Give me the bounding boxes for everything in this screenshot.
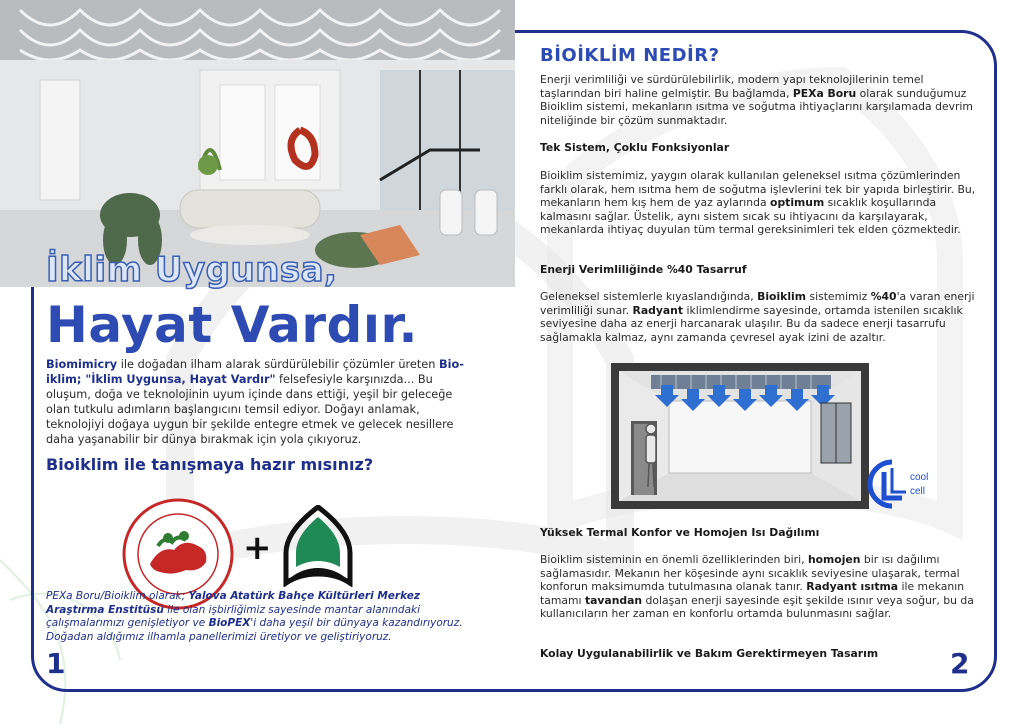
p3-text-e: 'a varan enerji verimliliği sunar. — [540, 290, 975, 317]
p4-text-a: Bioiklim sisteminin en önemli özelliklerinden biri, — [540, 553, 808, 566]
paragraph-single-system — [540, 169, 978, 237]
intro-text-2: felsefesiyle karşınızda... Bu oluşum, doğa ve teknolojinin uyum içinde dans ettiği, yeşil bir geleceğe olan tutkulu adımların başlangıcını temsil ediyor. Doğayı anlamak, teknolojiyi doğaya uygun bir şekilde entegre etmek ve gelecek nesillere daha yaşanabilir bir dünya bırakmak için yola çıkıyoruz. — [46, 373, 454, 446]
intro-paragraph — [46, 357, 466, 447]
headline-line-2: Hayat Vardır. — [46, 296, 419, 354]
p3-text-a: Geleneksel sistemlerle kıyaslandığında, — [540, 290, 758, 303]
p4-emphasis-2: Radyant ısıtma — [806, 580, 899, 594]
page-number-1: 1 — [46, 647, 66, 680]
page-number-2: 2 — [950, 647, 970, 680]
coolcell-text-top: cool — [910, 472, 929, 483]
footnote-text-2: ile olan işbirliğimiz sayesinde mantar alanındaki çalışmalarımızı genişletiyor ve — [46, 603, 421, 629]
p2-text-c: sıcaklık koşullarında kalmasını sağlar. Üstelik, aynı sistem sıcak su ihtiyacını da karşılayarak, mekanlarda ihtiyaç duyulan tüm termal gereksinimleri tek elden çözmektedir. — [540, 196, 961, 237]
p2-emphasis: optimum — [770, 196, 825, 210]
p3-text-g: iklimlendirme sayesinde, ortamda istenilen sıcaklık seviyesine daha az enerji harcanarak ulaşılır. Bu da sadece enerji tasarrufu sağlamakla kalmaz, aynı zamanda çevresel ayak izini de azaltır. — [540, 303, 963, 344]
bioiklim-leaf-logo — [282, 505, 354, 587]
p3-emphasis-2: %40 — [870, 290, 897, 303]
coolcell-text-bottom: cell — [910, 486, 926, 497]
p1-emphasis: PEXa Boru — [792, 86, 857, 100]
subheading-single-system: Tek Sistem, Çoklu Fonksiyonlar — [540, 141, 730, 154]
page-title: BİOİKLİM NEDİR? — [540, 45, 720, 66]
p1-text-c: olarak sunduğumuz Bioiklim sistemi, mekanların ısıtma ve soğutma ihtiyaçlarını karşılamada devrim niteliğinde bir çözüm sunmaktadır. — [540, 86, 973, 127]
p2-text-a: Bioiklim sistemimiz, yaygın olarak kullanılan geleneksel ısıtma çözümlerinden farklı olarak, hem ısıtma hem de soğutma işlevlerini tek bir yapıda birleştirir. Bu, mekanların hem kış hem de yaz aylarında — [540, 169, 976, 210]
subheading-energy-savings: Enerji Verimliliğinde %40 Tasarruf — [540, 263, 747, 276]
p3-emphasis-3: Radyant — [632, 303, 684, 317]
headline-line-1: İklim Uygunsa, — [46, 250, 338, 290]
intro-text-1: ile doğadan ilham alarak sürdürülebilir çözümler üreten — [117, 358, 439, 371]
p4-text-c: bir ısı dağılımı sağlamasıdır. Mekanın her köşesinde aynı sıcaklık seviyesine ulaşarak, termal konforun maksimumda tutulmasına olanak tanır. — [540, 553, 960, 594]
p4-emphasis-3: tavandan — [584, 593, 643, 607]
p1-text-a: Enerji verimliliği ve sürdürülebilirlik, modern yapı teknolojilerinin temel taşlarından biri haline gelmiştir. Bu bağlamda, — [540, 73, 924, 100]
plus-sign: + — [243, 528, 272, 568]
subheading-thermal-comfort: Yüksek Termal Konfor ve Homojen Isı Dağılımı — [540, 526, 820, 539]
intro-emphasis-2: Bio-iklim; "İklim Uygunsa, Hayat Vardır" — [46, 358, 464, 386]
p3-emphasis-1: Bioiklim — [757, 290, 807, 303]
coolcell-logo — [866, 458, 936, 510]
radiant-ceiling-illustration — [611, 363, 869, 509]
section-question: Bioiklim ile tanışmaya hazır mısınız? — [46, 455, 374, 474]
p3-text-c: sistemimiz — [806, 290, 871, 303]
p4-text-e: ile mekanın tamamı — [540, 580, 965, 607]
subheading-easy-install: Kolay Uygulanabilirlik ve Bakım Gerektirmeyen Tasarım — [540, 647, 879, 660]
p4-text-g: dolaşan enerji sayesinde eşit şekilde ısınır veya soğur, bu da kullanıcıların her zaman en konforlu ortamda bulunmasını sağlar. — [540, 593, 974, 621]
paragraph-energy-savings — [540, 290, 978, 344]
paragraph-thermal-comfort — [540, 553, 978, 621]
footnote-paragraph — [46, 590, 471, 644]
footnote-institute: Yalova Atatürk Bahçe Kültürleri Merkez Araştırma Enstitüsü — [46, 590, 420, 616]
interior-photo — [0, 0, 515, 287]
intro-emphasis-1: Biomimicry — [46, 358, 118, 371]
p4-emphasis-1: homojen — [807, 553, 861, 566]
footnote-text-3: 'i daha yeşil bir dünyaya kazandırıyoruz. Doğadan aldığımız ilhamla panellerimizi üretiyor ve geliştiriyoruz. — [46, 617, 463, 643]
footnote-text-1: PEXa Boru/Bioiklim olarak; — [46, 590, 189, 602]
paragraph-intro — [540, 73, 978, 127]
footnote-biopex: BioPEX — [208, 617, 251, 629]
